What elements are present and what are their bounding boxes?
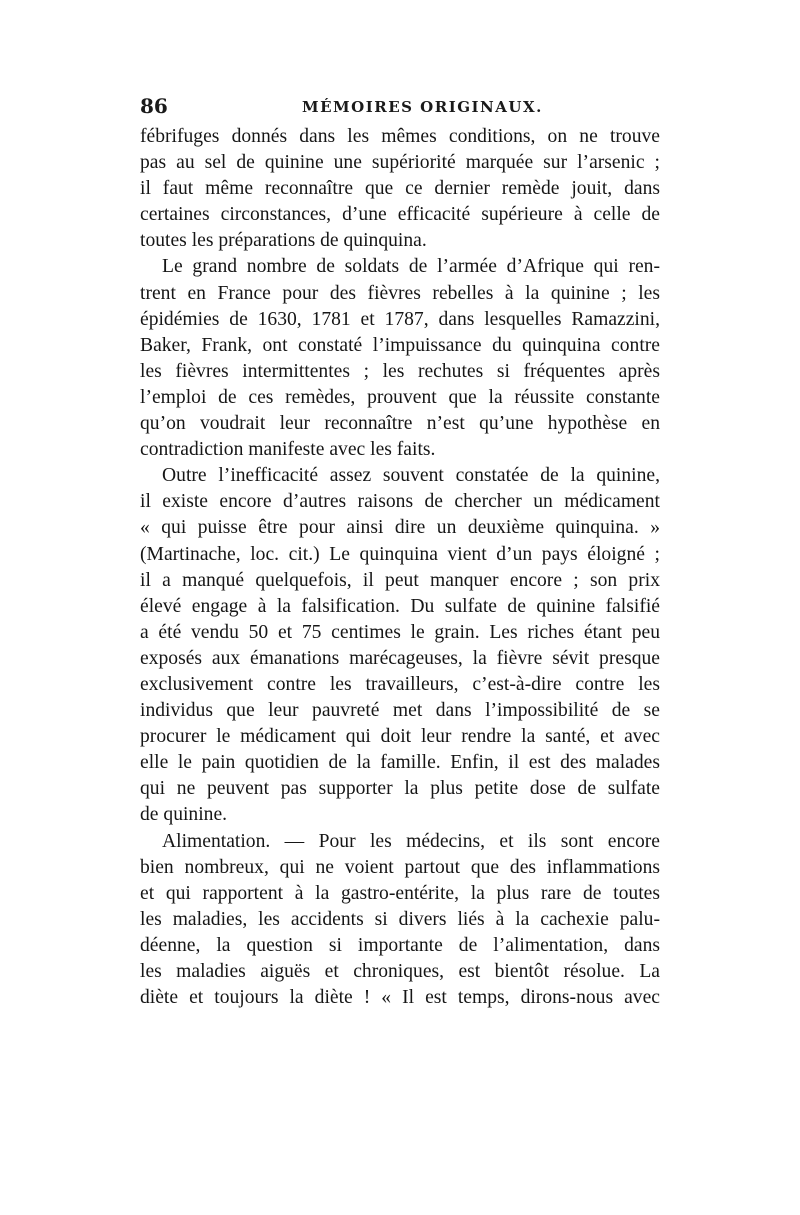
- text-line: exclusivement contre les travailleurs, c’est-à-dire contre les: [140, 673, 660, 695]
- page-header: [140, 94, 660, 124]
- text-line: il existe encore d’autres raisons de chercher un médicament: [140, 491, 660, 513]
- text-line: il faut même reconnaître que ce dernier remède jouit, dans: [140, 178, 660, 200]
- text-line: qu’on voudrait leur reconnaître n’est qu’une hypothèse en: [140, 413, 660, 435]
- text-line: diète et toujours la diète ! « Il est temps, dirons-nous avec: [140, 987, 660, 1009]
- text-line: « qui puisse être pour ainsi dire un deuxième quinquina. »: [140, 517, 660, 539]
- text-line: certaines circonstances, d’une efficacité supérieure à celle de: [140, 204, 660, 226]
- text-line: (Martinache, loc. cit.) Le quinquina vient d’un pays éloigné ;: [140, 543, 660, 565]
- text-line: il a manqué quelquefois, il peut manquer encore ; son prix: [140, 569, 660, 591]
- text-line: épidémies de 1630, 1781 et 1787, dans lesquelles Ramazzini,: [140, 308, 660, 330]
- text-line: a été vendu 50 et 75 centimes le grain. Les riches étant peu: [140, 621, 660, 643]
- text-line: elle le pain quotidien de la famille. Enfin, il est des malades: [140, 752, 660, 774]
- text-line: trent en France pour des fièvres rebelles à la quinine ; les: [140, 282, 660, 304]
- text-line: bien nombreux, qui ne voient partout que des inflammations: [140, 856, 660, 878]
- text-line: procurer le médicament qui doit leur rendre la santé, et avec: [140, 726, 660, 748]
- text-line: élevé engage à la falsification. Du sulfate de quinine falsifié: [140, 595, 660, 617]
- body-text: [140, 124, 660, 1011]
- text-line: les maladies, les accidents si divers liés à la cachexie palu-: [140, 908, 660, 930]
- running-title: MÉMOIRES ORIGINAUX.: [302, 98, 543, 116]
- text-line: qui ne peuvent pas supporter la plus petite dose de sulfate: [140, 778, 660, 800]
- text-line: Baker, Frank, ont constaté l’impuissance du quinquina contre: [140, 334, 660, 356]
- text-line: pas au sel de quinine une supériorité marquée sur l’arsenic ;: [140, 152, 660, 174]
- text-line: les fièvres intermittentes ; les rechutes si fréquentes après: [140, 360, 660, 382]
- text-line: Outre l’inefficacité assez souvent constatée de la quinine,: [162, 465, 660, 487]
- text-line: les maladies aiguës et chroniques, est bientôt résolue. La: [140, 961, 660, 982]
- text-line: fébrifuges donnés dans les mêmes conditions, on ne trouve: [140, 126, 660, 147]
- text-line: exposés aux émanations marécageuses, la fièvre sévit presque: [140, 647, 660, 669]
- text-line: contradiction manifeste avec les faits.: [140, 439, 436, 461]
- text-line: toutes les préparations de quinquina.: [140, 230, 427, 252]
- text-line: Le grand nombre de soldats de l’armée d’Afrique qui ren-: [162, 256, 660, 278]
- text-line: Alimentation. — Pour les médecins, et ils sont encore: [162, 830, 660, 852]
- text-line: déenne, la question si importante de l’alimentation, dans: [140, 934, 660, 956]
- text-line: individus que leur pauvreté met dans l’impossibilité de se: [140, 700, 660, 722]
- page-number: 86: [140, 94, 168, 118]
- text-line: l’emploi de ces remèdes, prouvent que la réussite constante: [140, 386, 660, 408]
- text-line: et qui rapportent à la gastro-entérite, la plus rare de toutes: [140, 882, 660, 904]
- text-line: de quinine.: [140, 804, 228, 826]
